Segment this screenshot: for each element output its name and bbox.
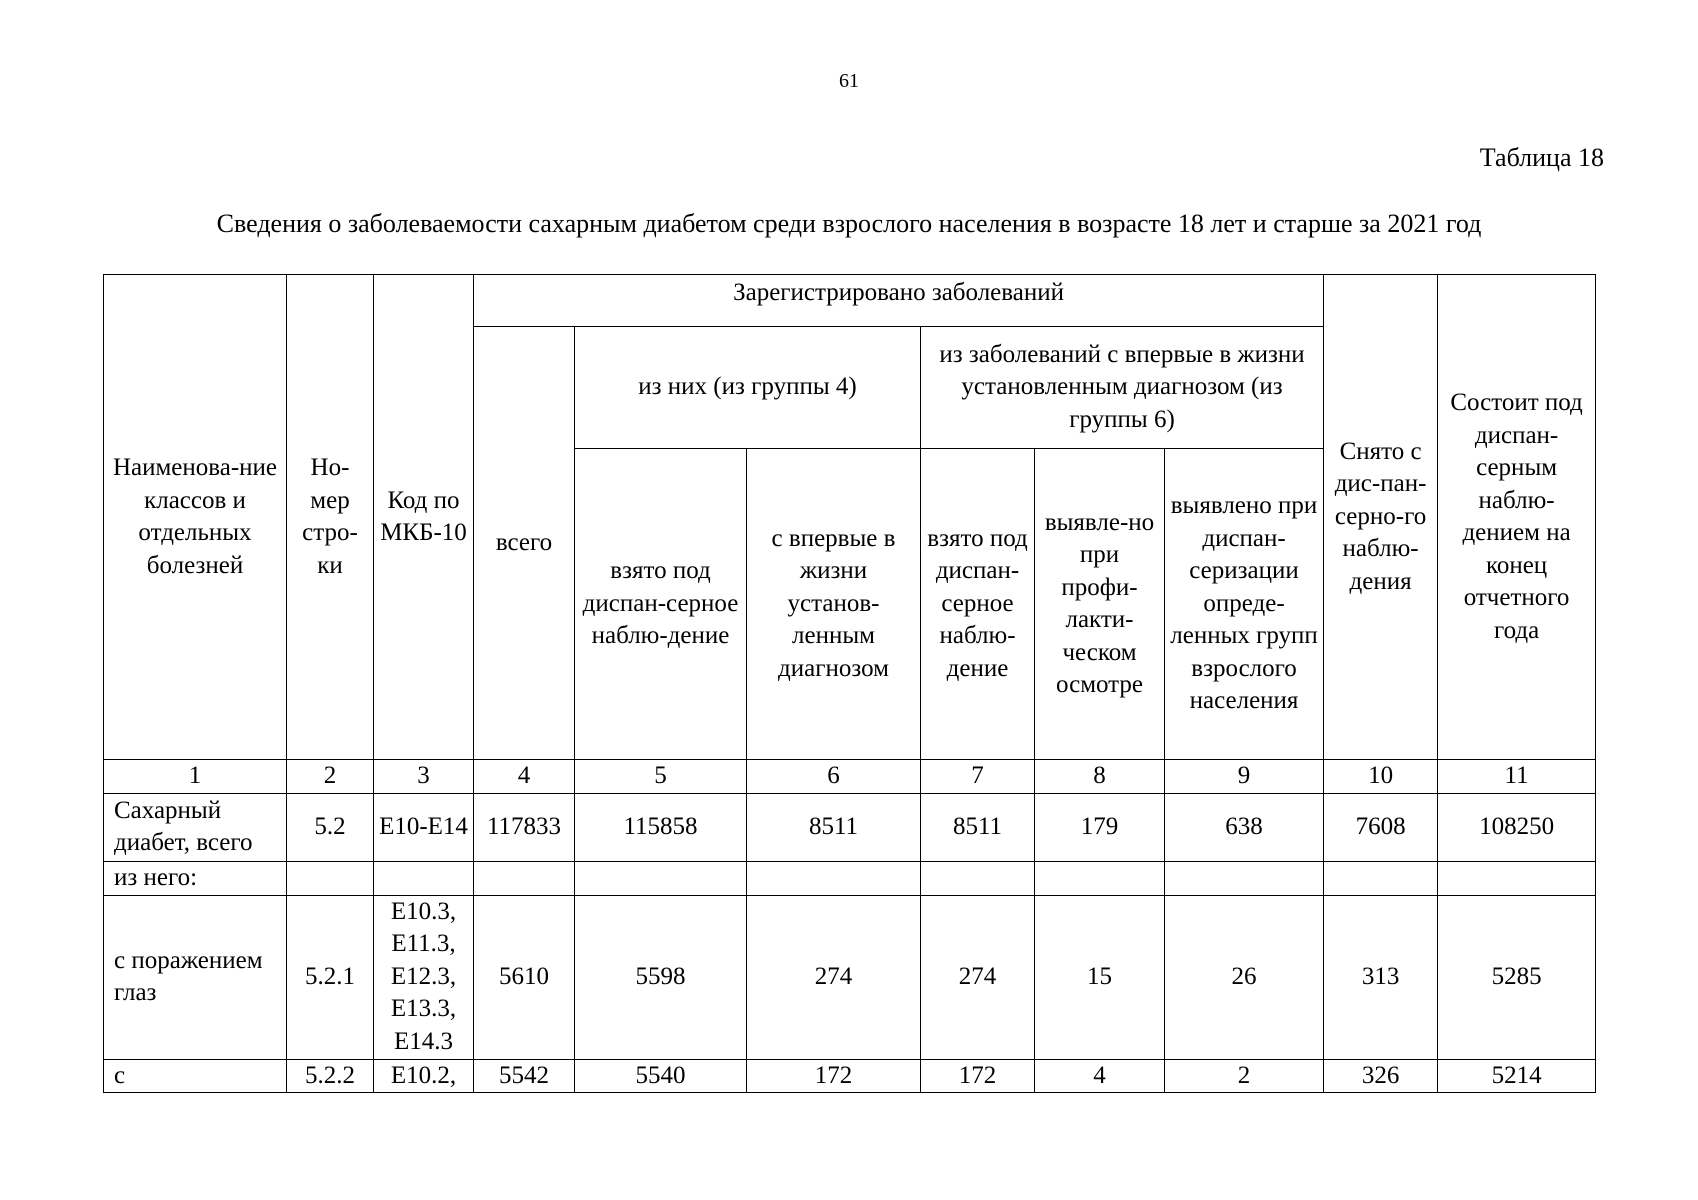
column-number: 1: [104, 760, 287, 794]
cell-found-dispensarization: 638: [1165, 793, 1324, 861]
row-number: [287, 861, 374, 895]
cell-total: [474, 861, 575, 895]
cell-taken-dispensary: [575, 861, 747, 895]
table-row: [104, 861, 1596, 895]
row-number: 5.2.2: [287, 1059, 374, 1093]
column-number: 3: [374, 760, 474, 794]
row-icd-code: E10.2,: [374, 1059, 474, 1093]
column-number-row: [104, 760, 1596, 794]
column-number: 6: [747, 760, 921, 794]
cell-taken-dispensary-2: 8511: [921, 793, 1035, 861]
row-disease-name: из него:: [104, 861, 287, 895]
row-number: 5.2.1: [287, 895, 374, 1059]
header-row-number: Но-мер стро-ки: [287, 275, 374, 760]
cell-found-dispensarization: 26: [1165, 895, 1324, 1059]
cell-found-preventive: [1035, 861, 1165, 895]
cell-under-observation: 108250: [1438, 793, 1596, 861]
row-disease-name: с: [104, 1059, 287, 1093]
cell-total: 117833: [474, 793, 575, 861]
cell-found-preventive: 4: [1035, 1059, 1165, 1093]
cell-found-dispensarization: [1165, 861, 1324, 895]
header-of-them-group4: из них (из группы 4): [575, 327, 921, 449]
cell-total: 5610: [474, 895, 575, 1059]
cell-found-preventive: 15: [1035, 895, 1165, 1059]
header-found-dispensarization: выявлено при диспан-серизации опреде-ленных групп взрослого населения: [1165, 449, 1324, 760]
table-label: Таблица 18: [1479, 143, 1604, 172]
column-number: 2: [287, 760, 374, 794]
cell-taken-dispensary: 5598: [575, 895, 747, 1059]
cell-total: 5542: [474, 1059, 575, 1093]
cell-found-preventive: 179: [1035, 793, 1165, 861]
column-number: 4: [474, 760, 575, 794]
cell-removed: 7608: [1324, 793, 1438, 861]
cell-taken-dispensary: 5540: [575, 1059, 747, 1093]
header-first-time-diagnosis: с впервые в жизни установ-ленным диагнозом: [747, 449, 921, 760]
row-disease-name: с поражением глаз: [104, 895, 287, 1059]
column-number: 7: [921, 760, 1035, 794]
header-found-preventive: выявле-но при профи-лакти-ческом осмотре: [1035, 449, 1165, 760]
cell-removed: 326: [1324, 1059, 1438, 1093]
cell-first-time: [747, 861, 921, 895]
cell-taken-dispensary: 115858: [575, 793, 747, 861]
cell-found-dispensarization: 2: [1165, 1059, 1324, 1093]
row-icd-code: E10-E14: [374, 793, 474, 861]
cell-taken-dispensary-2: 172: [921, 1059, 1035, 1093]
cell-under-observation: [1438, 861, 1596, 895]
row-icd-code: E10.3, E11.3, E12.3, E13.3, E14.3: [374, 895, 474, 1059]
cell-under-observation: 5214: [1438, 1059, 1596, 1093]
cell-first-time: 172: [747, 1059, 921, 1093]
header-taken-dispensary-2: взято под диспан-серное наблю-дение: [921, 449, 1035, 760]
row-disease-name: Сахарный диабет, всего: [104, 793, 287, 861]
cell-removed: [1324, 861, 1438, 895]
header-under-observation: Состоит под диспан-серным наблю-дением на конец отчетного года: [1438, 275, 1596, 760]
page-number: 61: [839, 70, 859, 92]
document-title: Сведения о заболеваемости сахарным диабетом среди взрослого населения в возрасте 18 лет и старше за 2021 год: [216, 209, 1482, 238]
row-icd-code: [374, 861, 474, 895]
column-number: 10: [1324, 760, 1438, 794]
table-row: [104, 793, 1596, 861]
header-icd-code: Код по МКБ-10: [374, 275, 474, 760]
column-number: 9: [1165, 760, 1324, 794]
header-removed: Снято с дис-пан-серно-го наблю-дения: [1324, 275, 1438, 760]
header-of-first-time-group6: из заболеваний с впервые в жизни установленным диагнозом (из группы 6): [921, 327, 1324, 449]
column-number: 5: [575, 760, 747, 794]
header-total: всего: [474, 327, 575, 760]
cell-under-observation: 5285: [1438, 895, 1596, 1059]
row-number: 5.2: [287, 793, 374, 861]
cell-first-time: 8511: [747, 793, 921, 861]
cell-taken-dispensary-2: [921, 861, 1035, 895]
column-number: 11: [1438, 760, 1596, 794]
cell-removed: 313: [1324, 895, 1438, 1059]
header-registered: Зарегистрировано заболеваний: [474, 275, 1324, 327]
cell-first-time: 274: [747, 895, 921, 1059]
incidence-table: [103, 274, 1596, 1093]
table-row: [104, 1059, 1596, 1093]
header-taken-dispensary: взято под диспан-серное наблю-дение: [575, 449, 747, 760]
header-disease-name: Наименова-ние классов и отдельных болезней: [104, 275, 287, 760]
table-row: [104, 895, 1596, 1059]
cell-taken-dispensary-2: 274: [921, 895, 1035, 1059]
column-number: 8: [1035, 760, 1165, 794]
